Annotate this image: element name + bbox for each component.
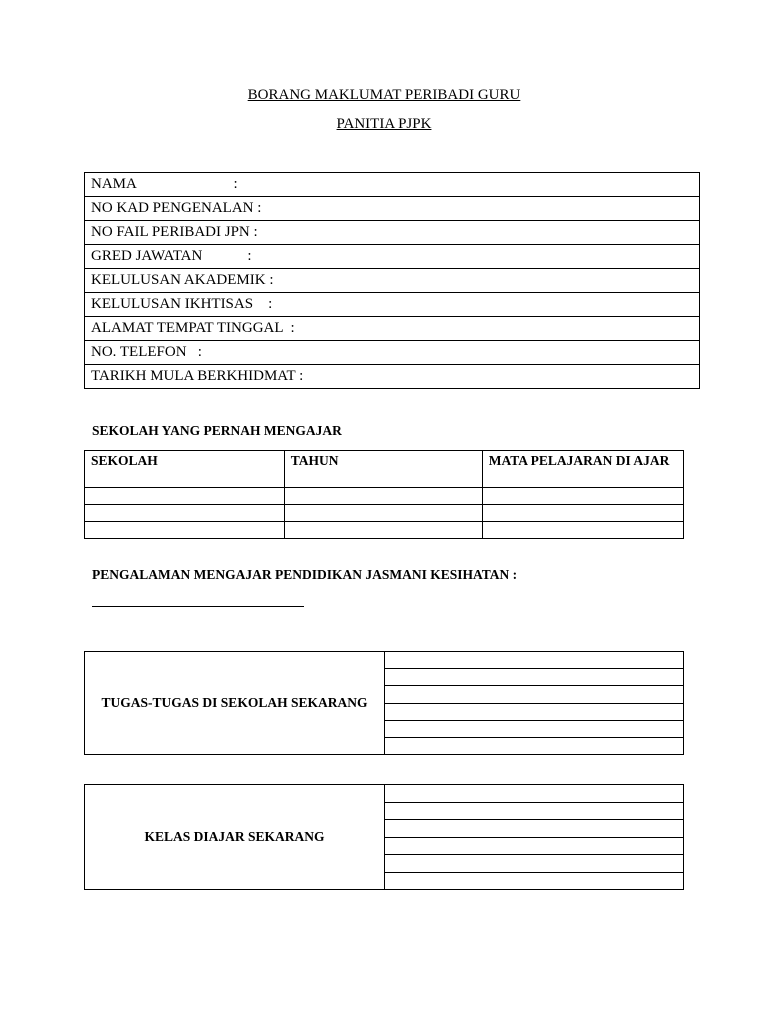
- duties-label: TUGAS-TUGAS DI SEKOLAH SEKARANG: [85, 652, 385, 754]
- form-title: BORANG MAKLUMAT PERIBADI GURU: [247, 87, 521, 103]
- duties-lines: [385, 652, 683, 754]
- schools-heading: SEKOLAH YANG PERNAH MENGAJAR: [92, 423, 342, 438]
- answer-line[interactable]: [385, 855, 683, 873]
- field-gred-jawatan[interactable]: GRED JAWATAN :: [85, 245, 700, 269]
- table-cell[interactable]: [85, 488, 285, 505]
- info-row: [85, 173, 700, 197]
- schools-table: [84, 450, 684, 539]
- classes-label: KELAS DIAJAR SEKARANG: [85, 785, 385, 889]
- column-header-tahun: TAHUN: [284, 451, 482, 488]
- field-tarikh-mula[interactable]: TARIKH MULA BERKHIDMAT :: [85, 365, 700, 389]
- field-alamat[interactable]: ALAMAT TEMPAT TINGGAL :: [85, 317, 700, 341]
- answer-line[interactable]: [385, 669, 683, 686]
- table-cell[interactable]: [85, 505, 285, 522]
- experience-answer-line[interactable]: [92, 606, 304, 607]
- field-no-kad-pengenalan[interactable]: NO KAD PENGENALAN :: [85, 197, 700, 221]
- answer-line[interactable]: [385, 785, 683, 803]
- answer-line[interactable]: [385, 652, 683, 669]
- answer-line[interactable]: [385, 721, 683, 738]
- info-row: [85, 197, 700, 221]
- duties-box: [84, 651, 684, 755]
- table-cell[interactable]: [284, 522, 482, 539]
- column-header-mata-pelajaran: MATA PELAJARAN DI AJAR: [482, 451, 683, 488]
- column-header-sekolah: SEKOLAH: [85, 451, 285, 488]
- answer-line[interactable]: [385, 803, 683, 821]
- info-row: [85, 245, 700, 269]
- field-kelulusan-akademik[interactable]: KELULUSAN AKADEMIK :: [85, 269, 700, 293]
- table-cell[interactable]: [482, 505, 683, 522]
- schools-header-row: [85, 451, 684, 488]
- table-row: [85, 488, 684, 505]
- form-subtitle: PANITIA PJPK: [336, 116, 432, 132]
- info-row: [85, 317, 700, 341]
- classes-box: [84, 784, 684, 890]
- info-row: [85, 221, 700, 245]
- answer-line[interactable]: [385, 704, 683, 721]
- table-row: [85, 522, 684, 539]
- answer-line[interactable]: [385, 686, 683, 703]
- table-cell[interactable]: [482, 522, 683, 539]
- field-no-fail-peribadi[interactable]: NO FAIL PERIBADI JPN :: [85, 221, 700, 245]
- table-cell[interactable]: [284, 505, 482, 522]
- field-nama[interactable]: NAMA :: [85, 173, 700, 197]
- table-row: [85, 505, 684, 522]
- classes-lines: [385, 785, 683, 889]
- personal-info-table: [84, 172, 700, 389]
- answer-line[interactable]: [385, 738, 683, 754]
- field-kelulusan-ikhtisas[interactable]: KELULUSAN IKHTISAS :: [85, 293, 700, 317]
- info-row: [85, 269, 700, 293]
- table-cell[interactable]: [284, 488, 482, 505]
- answer-line[interactable]: [385, 820, 683, 838]
- table-cell[interactable]: [85, 522, 285, 539]
- answer-line[interactable]: [385, 838, 683, 856]
- info-row: [85, 293, 700, 317]
- info-row: [85, 365, 700, 389]
- experience-heading: PENGALAMAN MENGAJAR PENDIDIKAN JASMANI KESIHATAN :: [92, 567, 518, 582]
- field-no-telefon[interactable]: NO. TELEFON :: [85, 341, 700, 365]
- info-row: [85, 341, 700, 365]
- answer-line[interactable]: [385, 873, 683, 890]
- table-cell[interactable]: [482, 488, 683, 505]
